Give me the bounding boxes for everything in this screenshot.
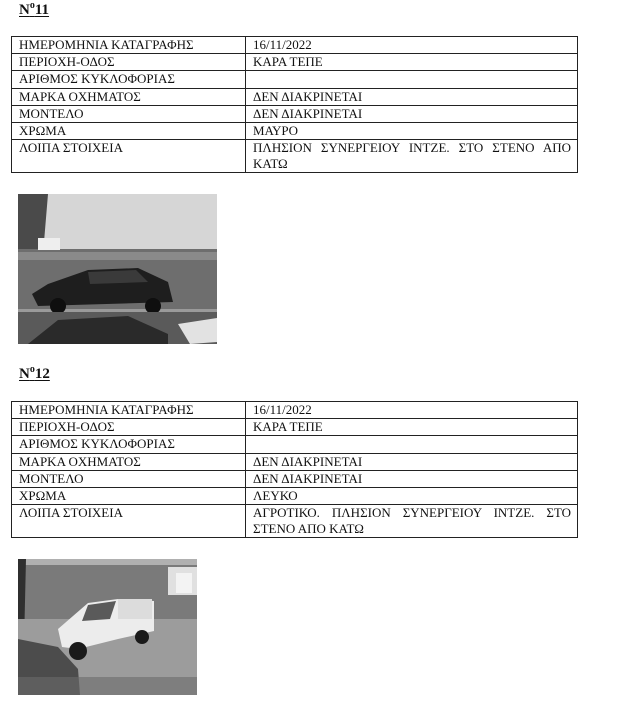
- field-label: ΜΑΡΚΑ ΟΧΗΜΑΤΟΣ: [12, 454, 246, 471]
- record-number: 12: [34, 366, 50, 382]
- field-value: ΔΕΝ ΔΙΑΚΡΙΝΕΤΑΙ: [246, 89, 578, 106]
- field-label: ΧΡΩΜΑ: [12, 123, 246, 140]
- table-row: [12, 419, 578, 436]
- table-row: [12, 71, 578, 89]
- table-row: [12, 54, 578, 71]
- field-label: ΛΟΙΠΑ ΣΤΟΙΧΕΙΑ: [12, 505, 246, 538]
- field-value: ΠΛΗΣΙΟΝ ΣΥΝΕΡΓΕΙΟΥ ΙΝΤΖΕ. ΣΤΟ ΣΤΕΝΟ ΑΠΟ ΚΑΤΩ: [246, 140, 578, 173]
- field-value: ΚΑΡΑ ΤΕΠΕ: [246, 54, 578, 71]
- field-value: ΔΕΝ ΔΙΑΚΡΙΝΕΤΑΙ: [246, 471, 578, 488]
- field-label: ΗΜΕΡΟΜΗΝΙΑ ΚΑΤΑΓΡΑΦΗΣ: [12, 402, 246, 419]
- table-row: [12, 436, 578, 454]
- field-value: [246, 436, 578, 454]
- table-row: [12, 402, 578, 419]
- number-prefix: N: [19, 2, 30, 18]
- field-value: ΛΕΥΚΟ: [246, 488, 578, 505]
- record-number: 11: [34, 2, 50, 18]
- field-label: ΜΟΝΤΕΛΟ: [12, 471, 246, 488]
- table-row: [12, 89, 578, 106]
- field-label: ΑΡΙΘΜΟΣ ΚΥΚΛΟΦΟΡΙΑΣ: [12, 71, 246, 89]
- field-value: 16/11/2022: [246, 402, 578, 419]
- table-row: [12, 505, 578, 538]
- record-heading-12: [19, 364, 50, 383]
- field-label: ΗΜΕΡΟΜΗΝΙΑ ΚΑΤΑΓΡΑΦΗΣ: [12, 37, 246, 54]
- record-table-12: [11, 401, 578, 538]
- record-heading-11: [19, 0, 49, 19]
- field-value: ΔΕΝ ΔΙΑΚΡΙΝΕΤΑΙ: [246, 106, 578, 123]
- vehicle-photo-12: [18, 559, 197, 695]
- field-value: ΚΑΡΑ ΤΕΠΕ: [246, 419, 578, 436]
- table-row: [12, 471, 578, 488]
- field-label: ΑΡΙΘΜΟΣ ΚΥΚΛΟΦΟΡΙΑΣ: [12, 436, 246, 454]
- table-row: [12, 140, 578, 173]
- field-value: [246, 71, 578, 89]
- field-value: ΔΕΝ ΔΙΑΚΡΙΝΕΤΑΙ: [246, 454, 578, 471]
- table-row: [12, 488, 578, 505]
- field-label: ΛΟΙΠΑ ΣΤΟΙΧΕΙΑ: [12, 140, 246, 173]
- field-label: ΠΕΡΙΟΧΗ-ΟΔΟΣ: [12, 54, 246, 71]
- field-label: ΜΟΝΤΕΛΟ: [12, 106, 246, 123]
- field-value: ΜΑΥΡΟ: [246, 123, 578, 140]
- table-row: [12, 37, 578, 54]
- field-label: ΜΑΡΚΑ ΟΧΗΜΑΤΟΣ: [12, 89, 246, 106]
- table-row: [12, 123, 578, 140]
- field-label: ΧΡΩΜΑ: [12, 488, 246, 505]
- vehicle-photo-11: [18, 194, 217, 344]
- record-table-11: [11, 36, 578, 173]
- field-value: ΑΓΡΟΤΙΚΟ. ΠΛΗΣΙΟΝ ΣΥΝΕΡΓΕΙΟΥ ΙΝΤΖΕ. ΣΤΟ ΣΤΕΝΟ ΑΠΟ ΚΑΤΩ: [246, 505, 578, 538]
- number-prefix: N: [19, 366, 30, 382]
- vehicle-photo-11-image: [18, 194, 217, 344]
- table-row: [12, 454, 578, 471]
- field-label: ΠΕΡΙΟΧΗ-ΟΔΟΣ: [12, 419, 246, 436]
- vehicle-photo-12-image: [18, 559, 197, 695]
- number-sup: o: [29, 364, 35, 375]
- field-value: 16/11/2022: [246, 37, 578, 54]
- table-row: [12, 106, 578, 123]
- number-sup: o: [29, 0, 35, 11]
